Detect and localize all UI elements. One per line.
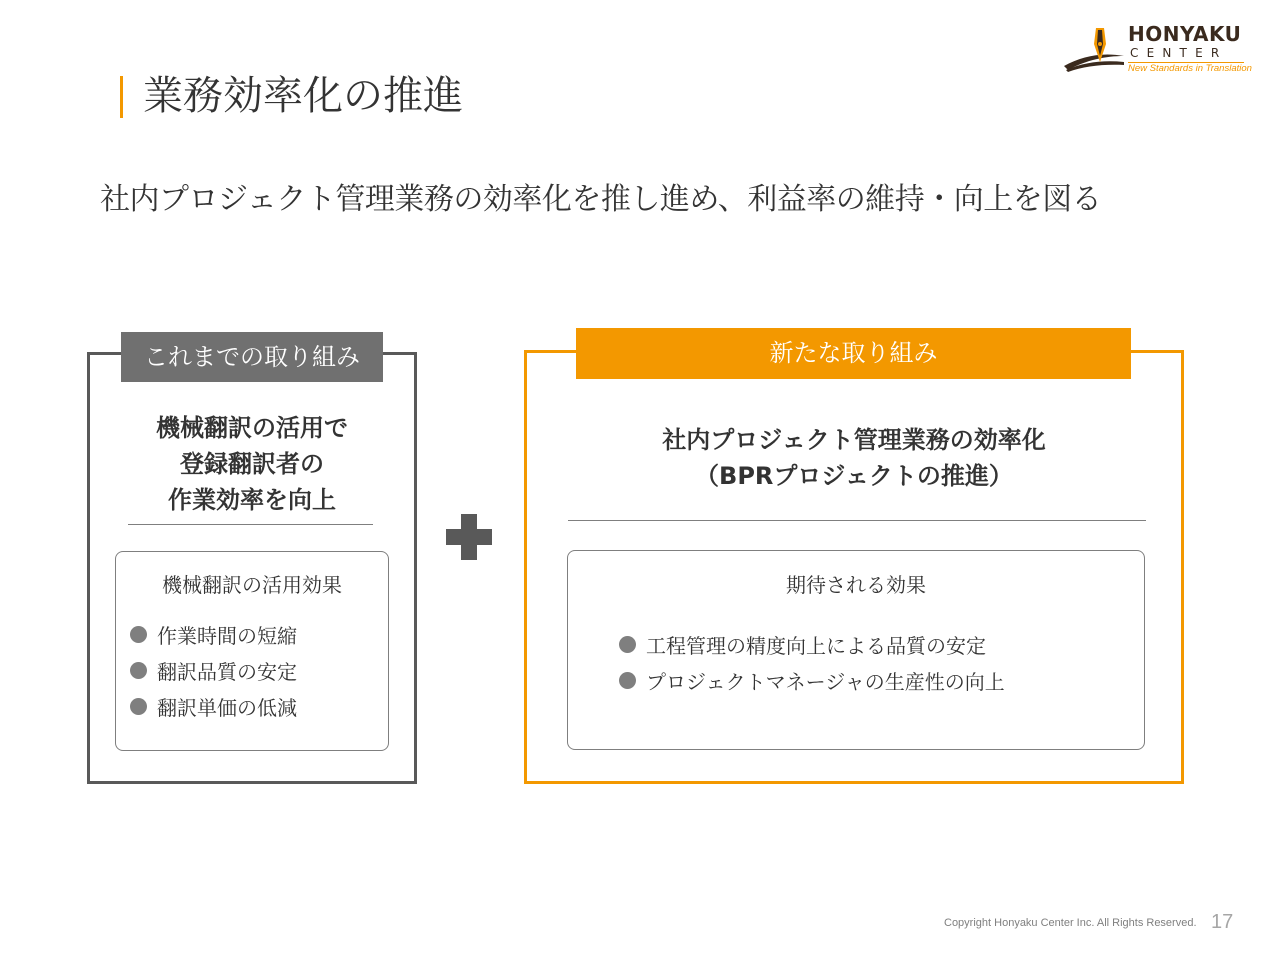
list-item-text: 作業時間の短縮 xyxy=(157,623,297,648)
bullet-icon xyxy=(130,626,147,643)
previous-efforts-heading xyxy=(90,410,414,518)
page-subtitle: 社内プロジェクト管理業務の効率化を推し進め、利益率の維持・向上を図る xyxy=(100,182,1102,217)
mt-effects-title: 機械翻訳の活用効果 xyxy=(162,573,342,597)
divider xyxy=(128,524,373,525)
logo-tagline: New Standards in Translation xyxy=(1128,63,1252,74)
heading-line: （BPRプロジェクトの推進） xyxy=(695,462,1013,490)
expected-effects-title: 期待される効果 xyxy=(786,573,926,597)
previous-efforts-label: これまでの取り組み xyxy=(121,332,383,382)
logo-subname: CENTER xyxy=(1130,46,1228,60)
heading-line: 機械翻訳の活用で xyxy=(156,414,348,442)
list-item xyxy=(619,662,1005,698)
mt-effects-list xyxy=(130,616,297,724)
bullet-icon xyxy=(619,672,636,689)
heading-line: 社内プロジェクト管理業務の効率化 xyxy=(662,426,1046,454)
new-efforts-label: 新たな取り組み xyxy=(576,328,1131,379)
list-item xyxy=(130,652,297,688)
list-item-text: 翻訳品質の安定 xyxy=(157,659,297,684)
bullet-icon xyxy=(130,698,147,715)
list-item-text: 翻訳単価の低減 xyxy=(157,695,297,720)
list-item-text: 工程管理の精度向上による品質の安定 xyxy=(646,633,986,658)
copyright-text: Copyright Honyaku Center Inc. All Rights Reserved. xyxy=(944,917,1197,929)
list-item xyxy=(130,616,297,652)
logo-name: HONYAKU xyxy=(1128,22,1242,46)
heading-line: 作業効率を向上 xyxy=(168,486,336,514)
divider xyxy=(568,520,1146,521)
page-title: 業務効率化の推進 xyxy=(143,73,463,119)
new-efforts-heading xyxy=(527,422,1181,494)
list-item xyxy=(130,688,297,724)
bullet-icon xyxy=(619,636,636,653)
list-item-text: プロジェクトマネージャの生産性の向上 xyxy=(646,669,1005,694)
title-accent-bar xyxy=(120,76,123,118)
list-item xyxy=(619,626,1005,662)
expected-effects-list xyxy=(619,626,1005,698)
plus-icon xyxy=(446,514,492,560)
heading-line: 登録翻訳者の xyxy=(180,450,324,478)
bullet-icon xyxy=(130,662,147,679)
page-number: 17 xyxy=(1211,911,1234,933)
